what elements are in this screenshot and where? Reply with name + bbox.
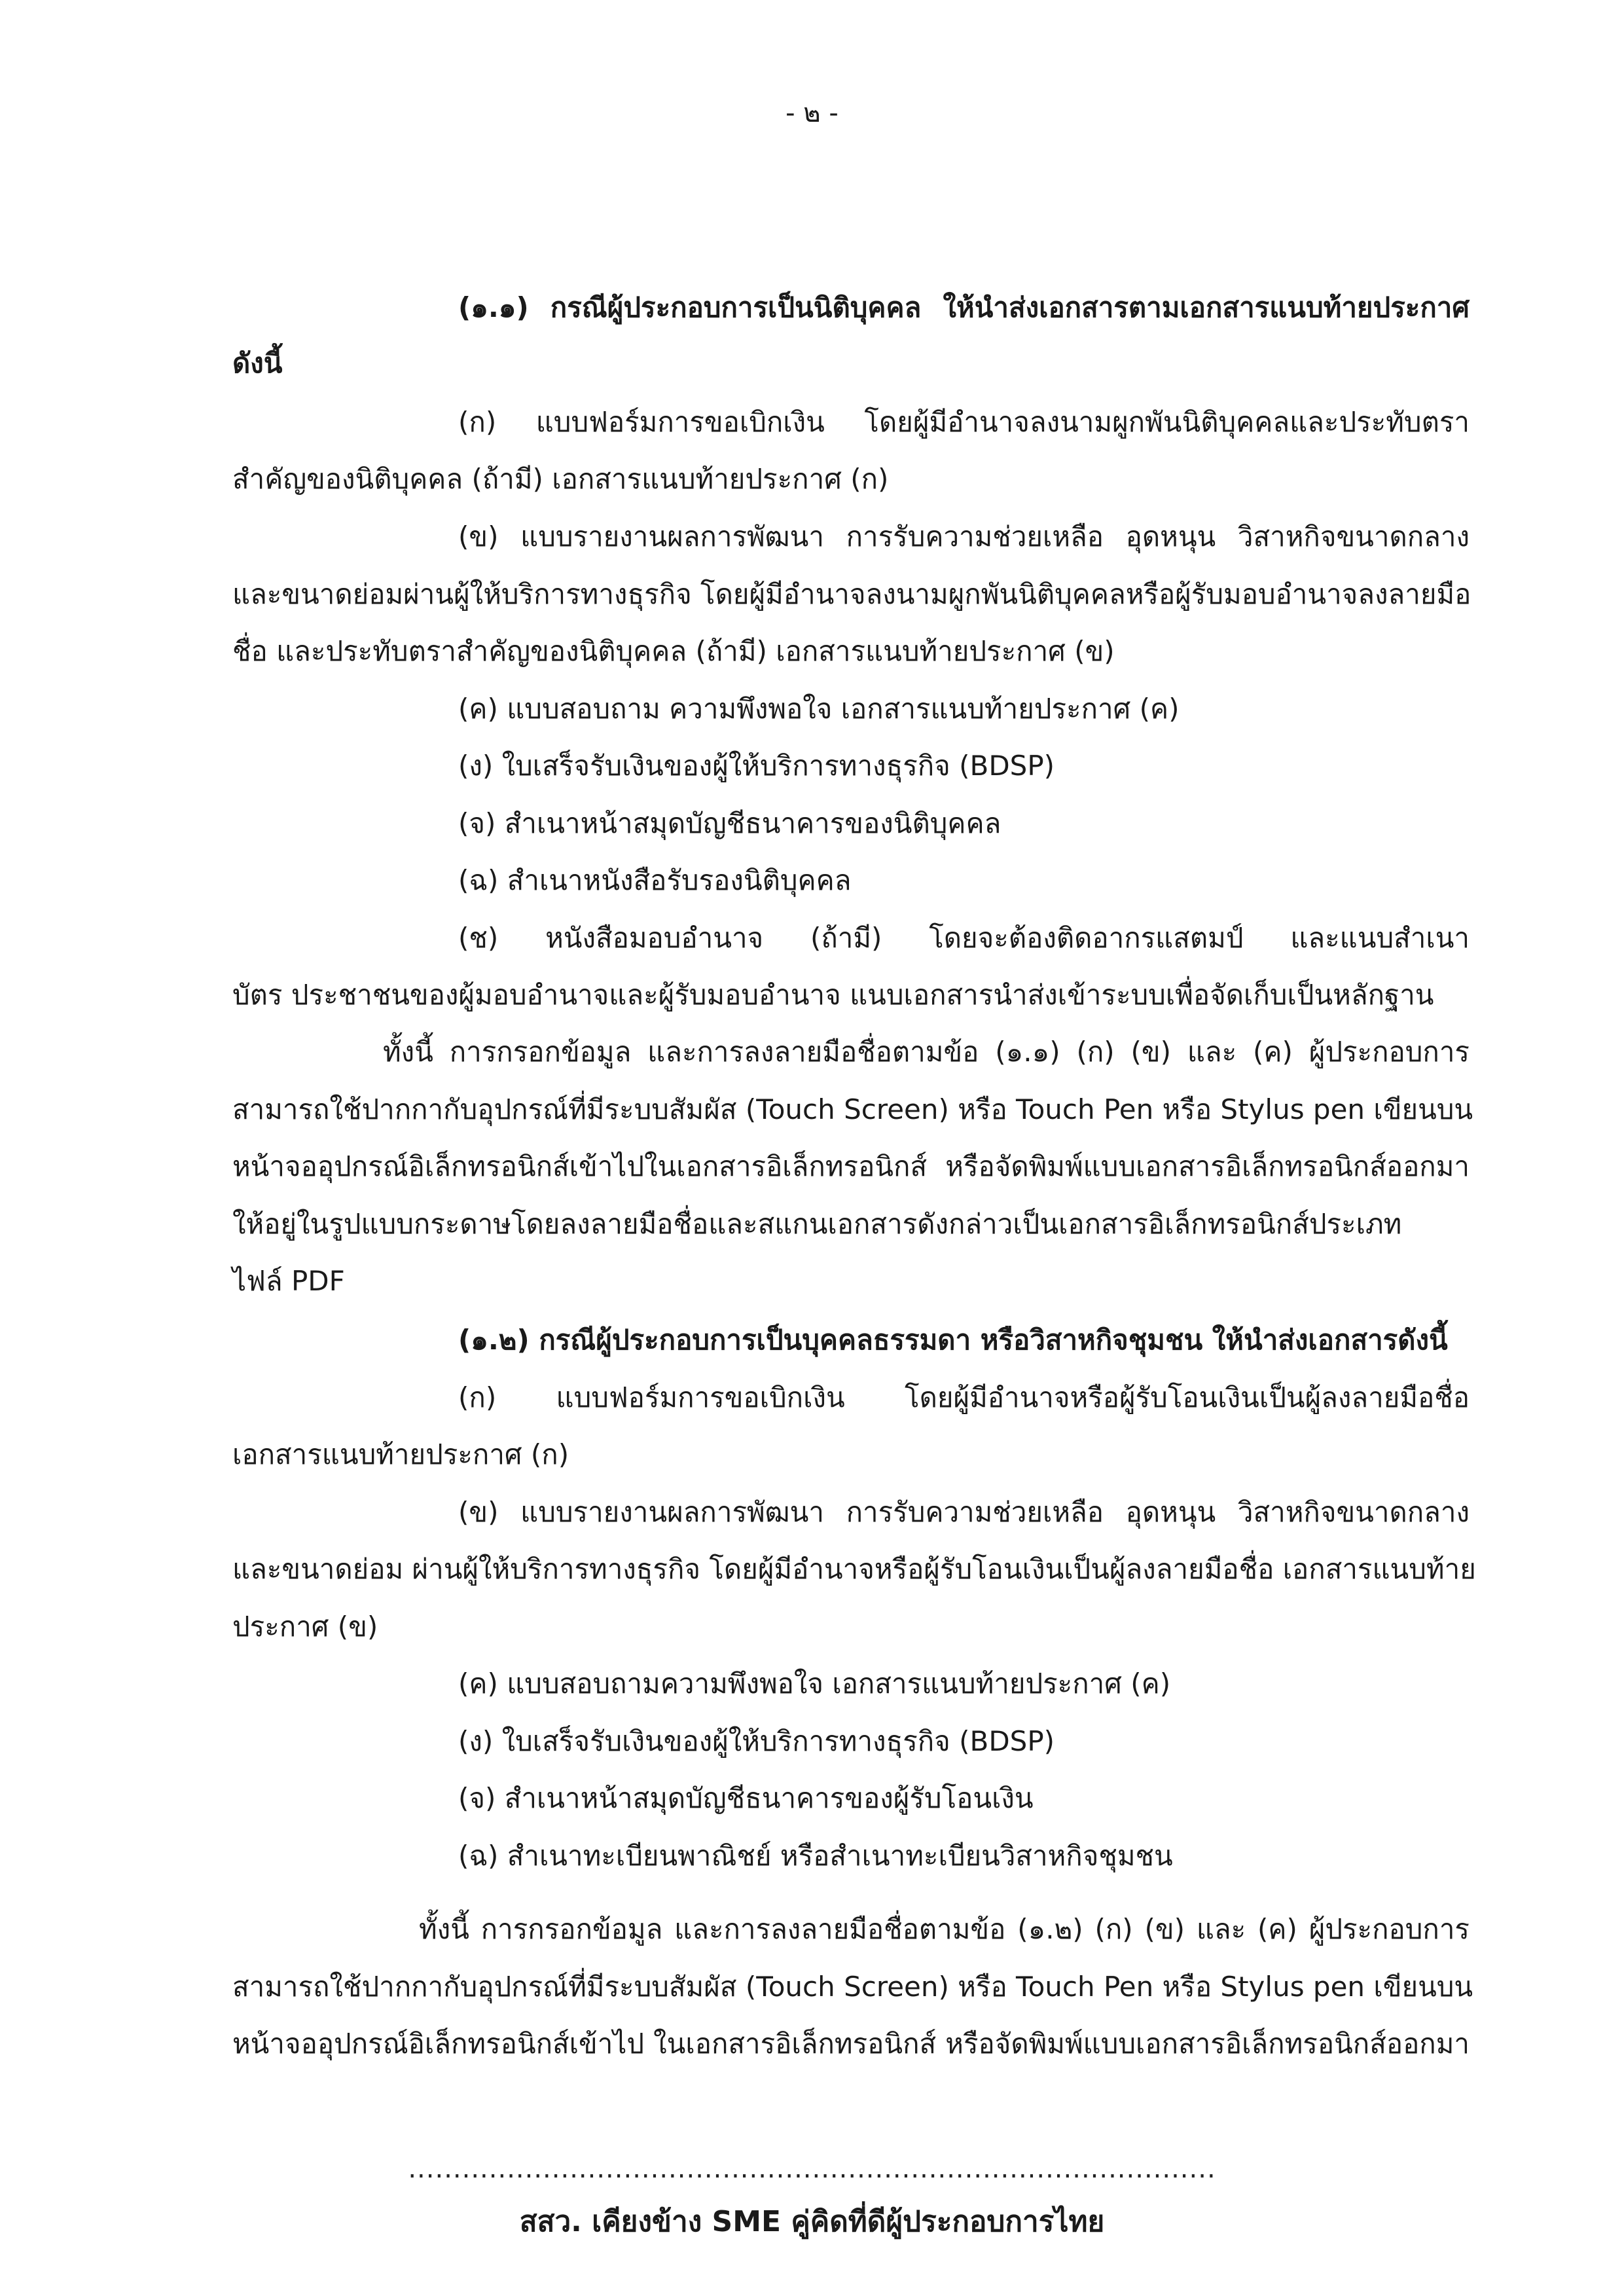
section-1-1-item-b-cont-2: ชื่อ และประทับตราสำคัญของนิติบุคคล (ถ้ามี) เอกสารแนบท้ายประกาศ (ข) <box>232 635 1115 667</box>
section-1-2-item-d: (ง) ใบเสร็จรับเงินของผู้ให้บริการทางธุรกิจ (BDSP) <box>458 1725 1055 1757</box>
section-1-1-item-a-cont: สำคัญของนิติบุคคล (ถ้ามี) เอกสารแนบท้ายประกาศ (ก) <box>232 463 889 495</box>
section-1-1-item-d: (ง) ใบเสร็จรับเงินของผู้ให้บริการทางธุรกิจ (BDSP) <box>458 750 1055 782</box>
section-1-1-item-b: (ข) แบบรายงานผลการพัฒนา การรับความช่วยเหลือ อุดหนุน วิสาหกิจขนาดกลาง <box>458 520 1470 553</box>
section-1-2-item-a-cont: เอกสารแนบท้ายประกาศ (ก) <box>232 1438 569 1470</box>
section-1-1-item-e: (จ) สำเนาหน้าสมุดบัญชีธนาคารของนิติบุคคล <box>458 807 1001 839</box>
section-1-1-item-g-cont: บัตร ประชาชนของผู้มอบอำนาจและผู้รับมอบอำนาจ แนบเอกสารนำส่งเข้าระบบเพื่อจัดเก็บเป็นหลักฐาน <box>232 979 1434 1011</box>
section-1-1-heading-cont: ดังนี้ <box>232 347 283 379</box>
section-1-2-heading: (๑.๒) กรณีผู้ประกอบการเป็นบุคคลธรรมดา หรือวิสาหกิจชุมชน ให้นำส่งเอกสารดังนี้ <box>458 1324 1448 1356</box>
section-1-2-item-f: (ฉ) สำเนาทะเบียนพาณิชย์ หรือสำเนาทะเบียนวิสาหกิจชุมชน <box>458 1840 1173 1872</box>
section-1-1-note-cont-3: ให้อยู่ในรูปแบบกระดาษโดยลงลายมือชื่อและสแกนเอกสารดังกล่าวเป็นเอกสารอิเล็กทรอนิกส์ประเภท <box>232 1208 1402 1240</box>
section-1-2-note: ทั้งนี้ การกรอกข้อมูล และการลงลายมือชื่อตามข้อ (๑.๒) (ก) (ข) และ (ค) ผู้ประกอบการ <box>419 1913 1470 1945</box>
page-number: - ๒ - <box>785 98 839 128</box>
section-1-1-item-g: (ช) หนังสือมอบอำนาจ (ถ้ามี) โดยจะต้องติดอากรแสตมป์ และแนบสำเนา <box>458 922 1470 954</box>
section-1-2-item-b-cont-1: และขนาดย่อม ผ่านผู้ให้บริการทางธุรกิจ โดยผู้มีอำนาจหรือผู้รับโอนเงินเป็นผู้ลงลายมือชื่อ เอกสารแนบท้าย <box>232 1553 1476 1585</box>
section-1-2-item-c: (ค) แบบสอบถามความพึงพอใจ เอกสารแนบท้ายประกาศ (ค) <box>458 1667 1171 1700</box>
section-1-2-item-b: (ข) แบบรายงานผลการพัฒนา การรับความช่วยเหลือ อุดหนุน วิสาหกิจขนาดกลาง <box>458 1496 1470 1528</box>
section-1-1-item-c: (ค) แบบสอบถาม ความพึงพอใจ เอกสารแนบท้ายประกาศ (ค) <box>458 693 1180 725</box>
section-1-1-note-cont-4: ไฟล์ PDF <box>232 1265 345 1297</box>
section-1-1-item-a: (ก) แบบฟอร์มการขอเบิกเงิน โดยผู้มีอำนาจลงนามผูกพันนิติบุคคลและประทับตรา <box>458 406 1470 438</box>
section-1-1-heading: (๑.๑) กรณีผู้ประกอบการเป็นนิติบุคคล ให้นำส่งเอกสารตามเอกสารแนบท้ายประกาศ <box>458 291 1470 323</box>
section-1-1-note-cont-2: หน้าจออุปกรณ์อิเล็กทรอนิกส์เข้าไปในเอกสารอิเล็กทรอนิกส์ หรือจัดพิมพ์แบบเอกสารอิเล็กทรอนิกส์ออกมา <box>232 1150 1470 1182</box>
section-1-1-note-cont-1: สามารถใช้ปากกากับอุปกรณ์ที่มีระบบสัมผัส (Touch Screen) หรือ Touch Pen หรือ Stylus pen เขียนบน <box>232 1093 1473 1125</box>
footer-divider: .......................................................................................... <box>408 2154 1216 2184</box>
section-1-2-note-cont-1: สามารถใช้ปากกากับอุปกรณ์ที่มีระบบสัมผัส (Touch Screen) หรือ Touch Pen หรือ Stylus pen เขียนบน <box>232 1971 1473 2003</box>
section-1-1-note: ทั้งนี้ การกรอกข้อมูล และการลงลายมือชื่อตามข้อ (๑.๑) (ก) (ข) และ (ค) ผู้ประกอบการ <box>383 1036 1470 1068</box>
footer-slogan: สสว. เคียงข้าง SME คู่คิดที่ดีผู้ประกอบการไทย <box>519 2205 1105 2238</box>
section-1-2-item-e: (จ) สำเนาหน้าสมุดบัญชีธนาคารของผู้รับโอนเงิน <box>458 1782 1034 1814</box>
section-1-1-item-b-cont-1: และขนาดย่อมผ่านผู้ให้บริการทางธุรกิจ โดยผู้มีอำนาจลงนามผูกพันนิติบุคคลหรือผู้รับมอบอำนาจลงลายมือ <box>232 578 1471 610</box>
section-1-2-note-cont-2: หน้าจออุปกรณ์อิเล็กทรอนิกส์เข้าไป ในเอกสารอิเล็กทรอนิกส์ หรือจัดพิมพ์แบบเอกสารอิเล็กทรอนิกส์ออกมา <box>232 2028 1470 2060</box>
section-1-1-item-f: (ฉ) สำเนาหนังสือรับรองนิติบุคคล <box>458 864 852 896</box>
section-1-2-item-b-cont-2: ประกาศ (ข) <box>232 1611 378 1643</box>
section-1-2-item-a: (ก) แบบฟอร์มการขอเบิกเงิน โดยผู้มีอำนาจหรือผู้รับโอนเงินเป็นผู้ลงลายมือชื่อ <box>458 1381 1470 1413</box>
